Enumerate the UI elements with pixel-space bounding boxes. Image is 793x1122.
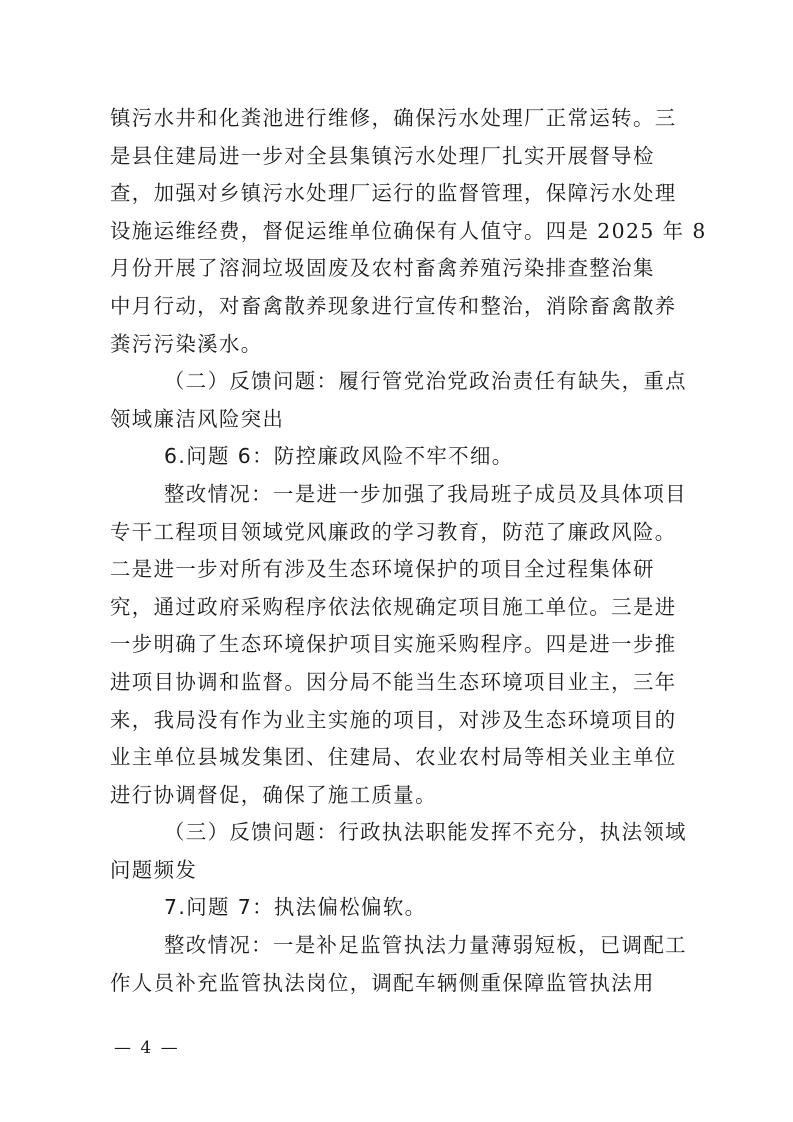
paragraph-line: 专干工程项目领域党风廉政的学习教育，防范了廉政风险。 [110, 519, 677, 544]
paragraph-line: 作人员补充监管执法岗位，调配车辆侧重保障监管执法用 [110, 970, 655, 995]
paragraph-line: 来，我局没有作为业主实施的项目，对涉及生态环境项目的 [110, 707, 677, 732]
paragraph-line: 设施运维经费，督促运维单位确保有人值守。四是 2025 年 8 [110, 218, 707, 243]
heading-line: 问题频发 [110, 857, 198, 882]
paragraph-line: 是县住建局进一步对全县集镇污水处理厂扎实开展督导检 [110, 143, 655, 168]
paragraph-line: 究，通过政府采购程序依法依规确定项目施工单位。三是进 [110, 594, 677, 619]
paragraph-line: 进行协调督促，确保了施工质量。 [110, 782, 437, 807]
heading-line: 7.问题 7：执法偏松偏软。 [164, 895, 427, 920]
paragraph-line: 粪污污染溪水。 [110, 331, 263, 356]
heading-line: 6.问题 6：防控廉政风险不牢不细。 [164, 444, 514, 469]
paragraph-line: 业主单位县城发集团、住建局、农业农村局等相关业主单位 [110, 745, 677, 770]
paragraph-line: 查，加强对乡镇污水处理厂运行的监督管理，保障污水处理 [110, 181, 677, 206]
page-number: — 4 — [114, 1038, 180, 1058]
heading-line: （二）反馈问题：履行管党治党政治责任有缺失，重点 [164, 369, 687, 394]
paragraph-line: 整改情况：一是补足监管执法力量薄弱短板，已调配工 [164, 933, 687, 958]
paragraph-line: 整改情况：一是进一步加强了我局班子成员及具体项目 [164, 481, 687, 506]
paragraph-line: 进项目协调和监督。因分局不能当生态环境项目业主，三年 [110, 669, 677, 694]
body-text [110, 100, 707, 1002]
paragraph-line: 月份开展了溶洞垃圾固废及农村畜禽养殖污染排查整治集 [110, 256, 655, 281]
paragraph-line: 中月行动，对畜禽散养现象进行宣传和整治，消除畜禽散养 [110, 293, 677, 318]
heading-line: 领域廉洁风险突出 [110, 406, 285, 431]
paragraph-line: 镇污水井和化粪池进行维修，确保污水处理厂正常运转。三 [110, 106, 677, 130]
paragraph-line: 一步明确了生态环境保护项目实施采购程序。四是进一步推 [110, 632, 677, 657]
paragraph-line: 二是进一步对所有涉及生态环境保护的项目全过程集体研 [110, 557, 655, 582]
heading-line: （三）反馈问题：行政执法职能发挥不充分，执法领域 [164, 820, 687, 845]
